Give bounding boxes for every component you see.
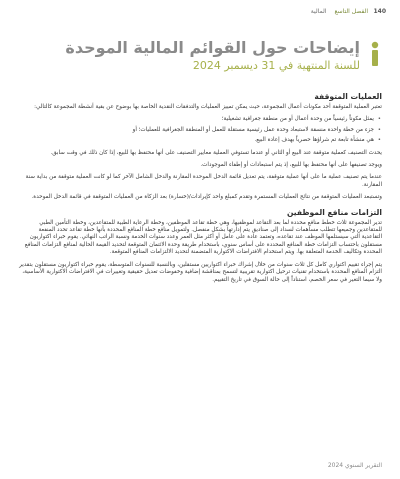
page-subtitle: للسنة المنتهية في 31 ديسمبر 2024	[192, 59, 360, 72]
section-title-discontinued: العمليات المتوقفة	[314, 92, 382, 101]
title-accent-icon	[368, 41, 382, 67]
paragraph: يتم إجراء تقييم اكتواري كامل كل ثلاث سنوات من خلال إشراك خبراء اكتواريين مستقلين، وبالنسبة للسنوات المتوسطة، يقوم خبراء اكتواريون مستقلون بتقدير التزام المنافع المحددة باستخدام تقنيات ترحيل اكتوارية تقريبية لتسمح بمناقشة إضافية وخفوضات تعديل حقيقية وتغييرات في الافتراضات الاكتوارية الأساسية، ولا سيما التغير في سعر الخصم، استناداً إلى حالة السوق في تاريخ التقييم.	[19, 261, 382, 283]
breadcrumb-section[interactable]: المالية	[310, 8, 327, 15]
paragraph: وتستبعد العمليات المتوقفة من نتائج العمليات المستمرة وتقدم كمبلغ واحد كإيرادات/(خسارة) بعد الزكاة من العمليات المتوقفة في قائمة الدخل الموحدة.	[31, 194, 382, 201]
list-item: • يمثل مكوناً رئيسياً من وحدة أعمال أو من منطقة جغرافية تشغيلية؛	[18, 116, 374, 123]
bullet-list	[18, 116, 382, 144]
page-footer: التقرير السنوي 2024	[327, 462, 382, 469]
paragraph: تعتبر العملية المتوقفة أحد مكونات أعمال المجموعة، حيث يمكن تمييز العمليات والتدفقات النقدية الخاصة بها بوضوح عن بقية أنشطة المجموعة كالتالي:	[34, 104, 382, 110]
paragraph: يحدث التصنيف كعملية متوقفة عند البيع أو الثاني أو عندما تستوفي العملية معايير التصنيف على أنها محتفظ بها للبيع، إذا كان ذلك في وقت سابق.	[50, 149, 382, 156]
paragraph: تدير المجموعة ثلاث خطط منافع محددة لما بعد التقاعد لموظفيها، وهي خطة تقاعد الموظفين، وخطة الرعاية الطبية للمتقاعدين، وخطة التأمين الطبي للمتقاعدين وجميعها تتطلب مساهمات لسداد إلى صناديق يتم إدارتها بشكل منفصل. ولتمويل منافع خطة المنافع المحددة بأنها خطة تقاعد تحدد المنفعة التقاعدية التي سيستلمها الموظف عند تقاعده، وتعتمد عادة على عامل أو أكثر مثل العمر وعدد سنوات الخدمة ونسبة الراتب النهائي. يقوم خبراء اكتواريون مستقلون باحتساب التزامات خطة المنافع المحددة على أساس سنوي، باستخدام طريقة وحدة الائتمان المتوقعة لتحديد القيمة الحالية لمنافع التزامات المنافع المحددة وتكاليف الخدمة المتعلقة بها. ويتم استخدام الافتراضات الاكتوارية المتضمنة لتحديد الالتزامات المنافع المتوقعة.	[24, 219, 382, 256]
page-number: 140	[373, 8, 386, 15]
list-item: • جزء من خطة واحدة منسقة لاستبعاد وحدة عمل رئيسية مستقلة للعمل أو المنطقة الجغرافية للعمليات؛ أو	[18, 127, 374, 134]
body-content	[18, 92, 382, 289]
list-item: • هي منشأة تابعة تم شراؤها حصرياً بهدف إعادة البيع.	[18, 137, 374, 144]
breadcrumb-chapter[interactable]: الفصل التاسع	[334, 8, 368, 15]
section-title-employee-benefits: التزامات منافع الموظفين	[286, 207, 382, 217]
page-header	[14, 6, 386, 20]
title-block	[65, 38, 382, 73]
paragraph: عندما يتم تصنيف عملية ما على أنها عملية متوقفة، يتم تعديل قائمة الدخل الموحدة المقارنة والدخل الشامل الآخر كما لو كانت العملية متوقفة من بداية سنة المقارنة.	[25, 174, 382, 188]
breadcrumb	[311, 8, 368, 15]
paragraph: ويوجد تصنيفها على أنها محتفظ بها للبيع، إذ يتم استبعادات أو إطفاء الموجودات.	[200, 162, 382, 169]
page-title: إيضاحات حول القوائم المالية الموحدة	[65, 38, 360, 57]
